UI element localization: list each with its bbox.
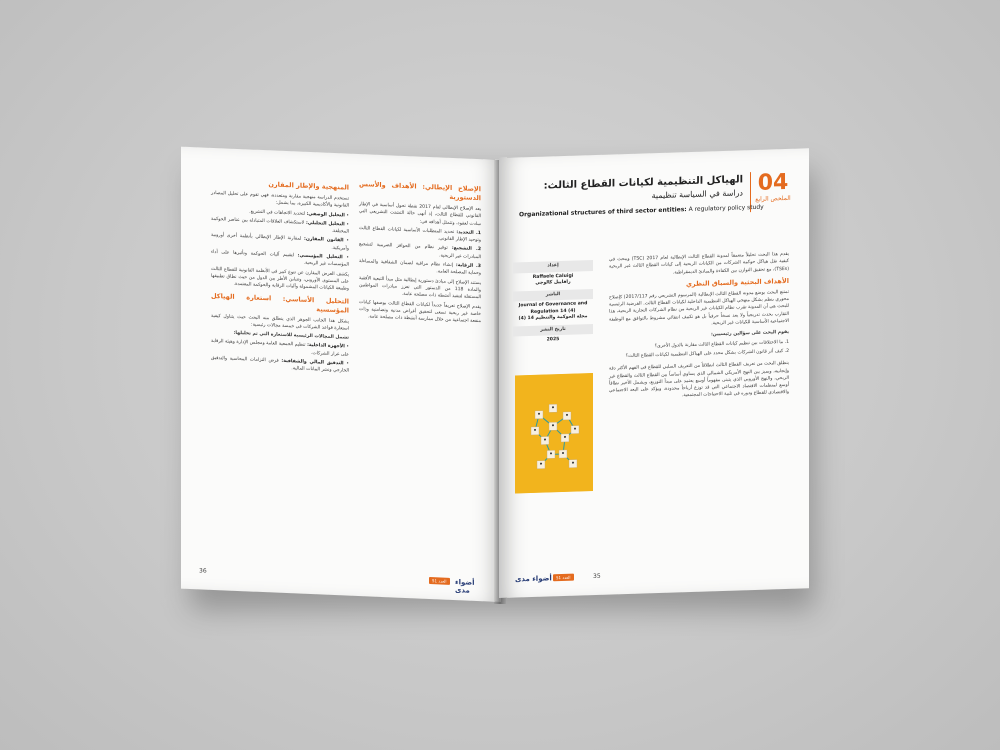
section-paragraph: تمتنع البحث بوضع مدونة القطاع الثالث الإيطالية (المرسوم التشريعي رقم 2017/117) كإصلاح محوري ينظم بشكل منهجي الهياكل التنظيمية الداخلية لكيانات القطاع الثالث. الفرضية الرئيسية للبحث هي أن المدونة تقرب نظام الكيانات غير الربحية من نظام الشركات التجارية الربحية، هذا التقارب يحدث تدريجياً ولا يعد نسخاً حرفياً بل هو تكييف انتقائي مشروط بالتوافق مع الوظيفة الاجتماعية الأساسية للكيانات غير الربحية.	[609, 289, 789, 327]
research-question: 1. ما الاختلافات بين تنظيم كيانات القطاع الثالث مقارنة بالدول الأخرى؟	[654, 339, 789, 349]
publisher-ar: مجلة الحوكمة والتنظيم 14 (4)	[518, 314, 588, 322]
chapter-number: 04	[757, 169, 789, 196]
research-question: 2. كيف أثر قانون الشركات بشكل محدد على الهياكل التنظيمية لكيانات القطاع الثالث؟	[625, 348, 789, 359]
reform-intro: يعد الإصلاح الإيطالي لعام 2017 نقطة تحول أساسية في الإطار القانوني للقطاع الثالث، إذ أنهى حالة التشتت التشريعي التي سادت لعقود، وتتمثل أهدافه في:	[359, 202, 481, 227]
list-item: 1. التحديد: تحديد المتطلبات الأساسية لكيانات القطاع الثالث وتوحيد الإطار القانوني.	[359, 225, 481, 244]
right-page	[499, 148, 809, 598]
left-footer	[199, 567, 483, 595]
reform-paragraph: يستند الإصلاح إلى مبادئ دستورية إيطالية مثل مبدأ التبعية الأفقية والمادة 118 من الدستور التي تعزز مبادرات المواطنين المستقلة لتنفيذ أنشطة ذات مصلحة عامة.	[359, 275, 481, 301]
right-footer	[515, 567, 793, 586]
publisher-en: Journal of Governance and Regulation 14 (4)	[518, 301, 588, 315]
left-page-column-a	[211, 174, 349, 377]
article-title: الهياكل التنظيمية لكيانات القطاع الثالث:	[543, 174, 743, 192]
list-item: • التدقيق المالي والشفافية: فرض التزامات المحاسبة والتدقيق الخارجي ونشر البيانات المالية.	[211, 355, 349, 374]
people-network-illustration	[515, 373, 593, 493]
reform-heading: الإصلاح الإيطالي: الأهداف والأسس الدستورية	[359, 180, 481, 203]
issue-badge: العدد 51	[429, 577, 450, 585]
methodology-heading: المنهجية والإطار المقارن	[268, 180, 349, 192]
analysis-heading: التحليل الأساسي: استعارة الهياكل المؤسسية	[211, 291, 349, 315]
list-item: 2. التشجيع: توفير نظام من الحوافز الضريبية لتشجيع المبادرات غير الربحية.	[359, 242, 482, 260]
questions-intro: يقوم البحث على سؤالين رئيسيين:	[710, 330, 789, 338]
magazine-logo: أضواء مدى	[515, 574, 552, 584]
closing-paragraph: ينطلق البحث من تعريف القطاع الثالث انطلاقاً من التعريف السلبي للقطاع في الفهم الأكثر دقة وإيجابية، ويميز بين النهج الأمريكي الشمالي الذي يساوي أساساً بين القطاع الثالث والقطاع غير الربحي، والنهج الأوروبي الذي يتبنى مفهوماً أوسع يعتمد على مبدأ التوزيع، ويشمل الأخير نطاقاً أوسع لمنظمات الاقتصاد الاجتماعي التي قد توزع أرباحاً محدودة، ويؤكد على البعد الاجتماعي والاقتصادي للقطاع ودوره في تلبية الاحتياجات المجتمعية.	[609, 361, 789, 399]
methodology-intro: تستخدم الدراسة منهجية مقارنة ومتعددة، فهي تقوم على تحليل المصادر القانونية والأكاديمية الكبيرة، بما يشمل:	[211, 190, 349, 209]
magazine-logo: أضواء مدى	[455, 578, 475, 595]
analysis-intro: يشكل هذا الجانب الجوهر الذي ينطلق منه البحث حيث يتناول كيفية استعارة قواعد الشركات في خمسة مجالات رئيسية:	[211, 313, 349, 332]
left-page	[181, 147, 501, 602]
page-number: 36	[199, 567, 207, 575]
reform-paragraph-2: يقدم الإصلاح تعريفاً جديداً لكيانات القطاع الثالث بوصفها كيانات خاصة غير ربحية تسعى لتحقيق أغراض مدنية وتضامنية وذات منفعة اجتماعية من خلال ممارسة أنشطة ذات مصلحة عامة.	[359, 299, 481, 325]
network-photo	[515, 373, 593, 493]
issue-badge: العدد 51	[553, 574, 574, 582]
list-item: • التحليل التحليلي: لاستكشاف العلاقات المتبادلة بين عناصر الحوكمة المختلفة.	[211, 216, 350, 235]
section-heading: الأهداف البحثية والسياق النظري	[685, 276, 789, 289]
list-item: • التحليل الوصفي: لتحديد الاتجاهات في التشريع.	[249, 209, 349, 219]
prep-label: إعداد	[513, 260, 593, 273]
publish-date: 2025	[546, 337, 560, 343]
date-label: تاريخ النشر	[513, 324, 593, 337]
intro-paragraph: يقدم هذا البحث تحليلاً متعمقاً لمدونة القطاع الثالث الإيطالية لعام 2017 (TSC) ويبحث في كيفية نقل هياكل حوكمة الشركات من الكيانات الربحية إلى كيانات القطاع الثالث غير الربحية (TSEs)، مع تحقيق التوازن بين الكفاءة والمبادئ الديمقراطية.	[609, 251, 789, 276]
article-info-box	[513, 257, 593, 345]
list-item: 3. الرقابة: إنشاء نظام مراقبة لضمان الشفافية والمساءلة وحماية المصلحة العامة.	[359, 259, 481, 277]
article-subtitle: دراسة في السياسة تنظيمية	[651, 188, 743, 201]
author-en: Raffaele Caluigi	[532, 273, 574, 280]
list-item: • التحليل المؤسسي: لتقييم آليات الحوكمة وتأثيرها على أداء المؤسسات غير الربحية.	[211, 249, 349, 269]
comparative-paragraph: يكشف العرض المقارن عن تنوع كبير في الأنظمة القانونية للقطاع الثالث على المستوى الأوروبي، وتتباين الأطر بين الدول من حيث نطاق تطبيقها وطبيعة الكيانات المشمولة وآليات الرقابة والحوكمة المعتمدة.	[211, 266, 349, 292]
chapter-label: الملخص الرابع	[755, 194, 791, 203]
right-page-column	[609, 249, 789, 404]
list-item: • القانون المقارن: لمقارنة الإطار الإيطالي بأنظمة أخرى أوروبية وأمريكية.	[211, 233, 349, 252]
chapter-marker	[749, 171, 797, 205]
publisher-label: الناشر	[513, 289, 593, 302]
analysis-subheading: تشمل المجالات الرئيسية للاستعارة التي تم تحليلها:	[233, 330, 349, 341]
left-page-column-b	[359, 176, 481, 328]
list-item: • الأجهزة الداخلية: تنظيم الجمعية العامة ومجلس الإدارة وهيئة الرقابة على غرار الشركات.	[211, 339, 349, 358]
author-ar: رافاييل كالوجي	[535, 279, 571, 286]
article-title-english: Organizational structures of third sector entities: A regulatory policy study	[519, 203, 764, 219]
page-number: 35	[593, 572, 601, 581]
